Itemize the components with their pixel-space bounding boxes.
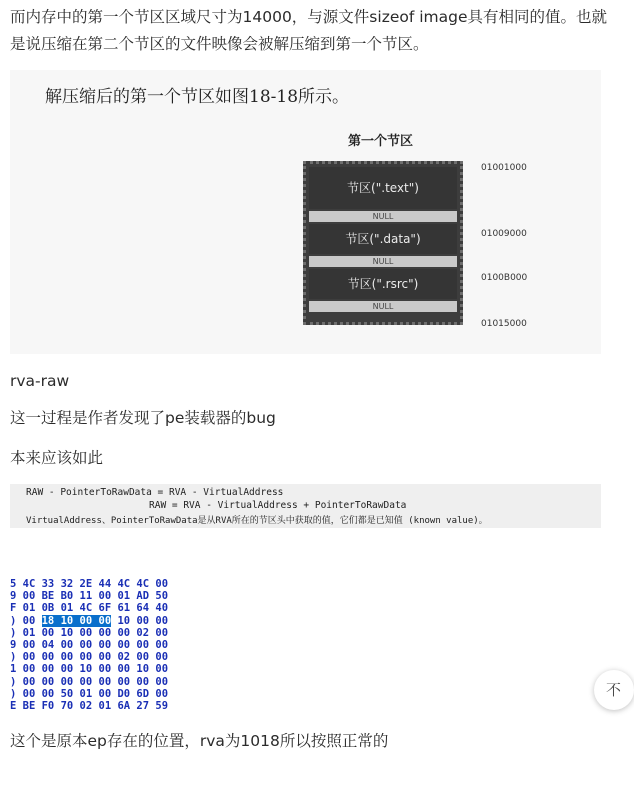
address-label: 0100B000 xyxy=(481,273,528,283)
address-label: 01015000 xyxy=(481,319,527,329)
rva-raw-text: rva-raw xyxy=(10,372,70,390)
null-padding: NULL xyxy=(309,256,457,267)
book-caption: 解压缩后的第一个节区如图18-18所示。 xyxy=(45,87,350,107)
side-float-button[interactable]: 不 xyxy=(594,670,634,710)
hex-highlight: 18 10 00 00 xyxy=(41,614,112,627)
bug-note-text: 这一过程是作者发现了pe装载器的bug xyxy=(10,409,276,427)
null-padding: NULL xyxy=(309,301,457,312)
hex-row: F 01 0B 01 4C 6F 61 64 40 xyxy=(10,602,169,615)
ep-note-text: 这个是原本ep存在的位置，rva为1018所以按照正常的 xyxy=(10,732,389,750)
hex-row: 9 00 BE B0 11 00 01 AD 50 xyxy=(10,590,169,603)
formula-line-2: RAW = RVA - VirtualAddress + PointerToRawData xyxy=(149,500,407,511)
address-label: 01009000 xyxy=(481,229,527,239)
formula-note: VirtualAddress、PointerToRawData是从RVA所在的节区头中获取的值，它们都是已知值 (known value)。 xyxy=(26,516,488,526)
formula-image xyxy=(10,484,601,528)
hex-row: 1 00 00 00 10 00 00 10 00 xyxy=(10,663,169,676)
hex-dump-image xyxy=(10,578,255,742)
hex-row: 9 00 04 00 00 00 00 00 00 xyxy=(10,638,169,651)
hex-row: ) 00 18 10 00 00 10 00 00 xyxy=(10,614,169,627)
hex-row: E BE F0 70 02 01 6A 27 59 xyxy=(10,699,169,712)
formula-line-1: RAW - PointerToRawData = RVA - VirtualAddress xyxy=(26,487,284,498)
hex-row: ) 00 00 50 01 00 D0 6D 00 xyxy=(10,687,169,700)
should-be-text: 本来应该如此 xyxy=(10,449,104,467)
section-memory-diagram xyxy=(303,161,463,325)
hex-row: ) 01 00 10 00 00 00 02 00 xyxy=(10,626,169,639)
hex-row: 5 4C 33 32 2E 44 4C 4C 00 xyxy=(10,578,169,590)
section-rsrc-block xyxy=(309,269,457,299)
section-rsrc-label: 节区(".rsrc") xyxy=(347,277,419,291)
address-label: 01001000 xyxy=(481,163,527,173)
book-figure-image xyxy=(10,70,601,354)
hex-row: ) 00 00 00 00 00 00 00 00 xyxy=(10,675,169,688)
diagram-title: 第一个节区 xyxy=(348,134,414,149)
null-padding: NULL xyxy=(309,211,457,222)
section-data-label: 节区(".data") xyxy=(345,232,421,246)
hex-row: ) 00 00 00 00 00 02 00 00 xyxy=(10,651,169,664)
section-data-block xyxy=(309,224,457,254)
section-text-block xyxy=(309,167,457,209)
intro-paragraph: 而内存中的第一个节区区域尺寸为14000，与源文件sizeof image具有相同的值。也就是说压缩在第二个节区的文件映像会被解压缩到第一个节区。 xyxy=(10,8,608,53)
section-text-label: 节区(".text") xyxy=(347,181,419,195)
